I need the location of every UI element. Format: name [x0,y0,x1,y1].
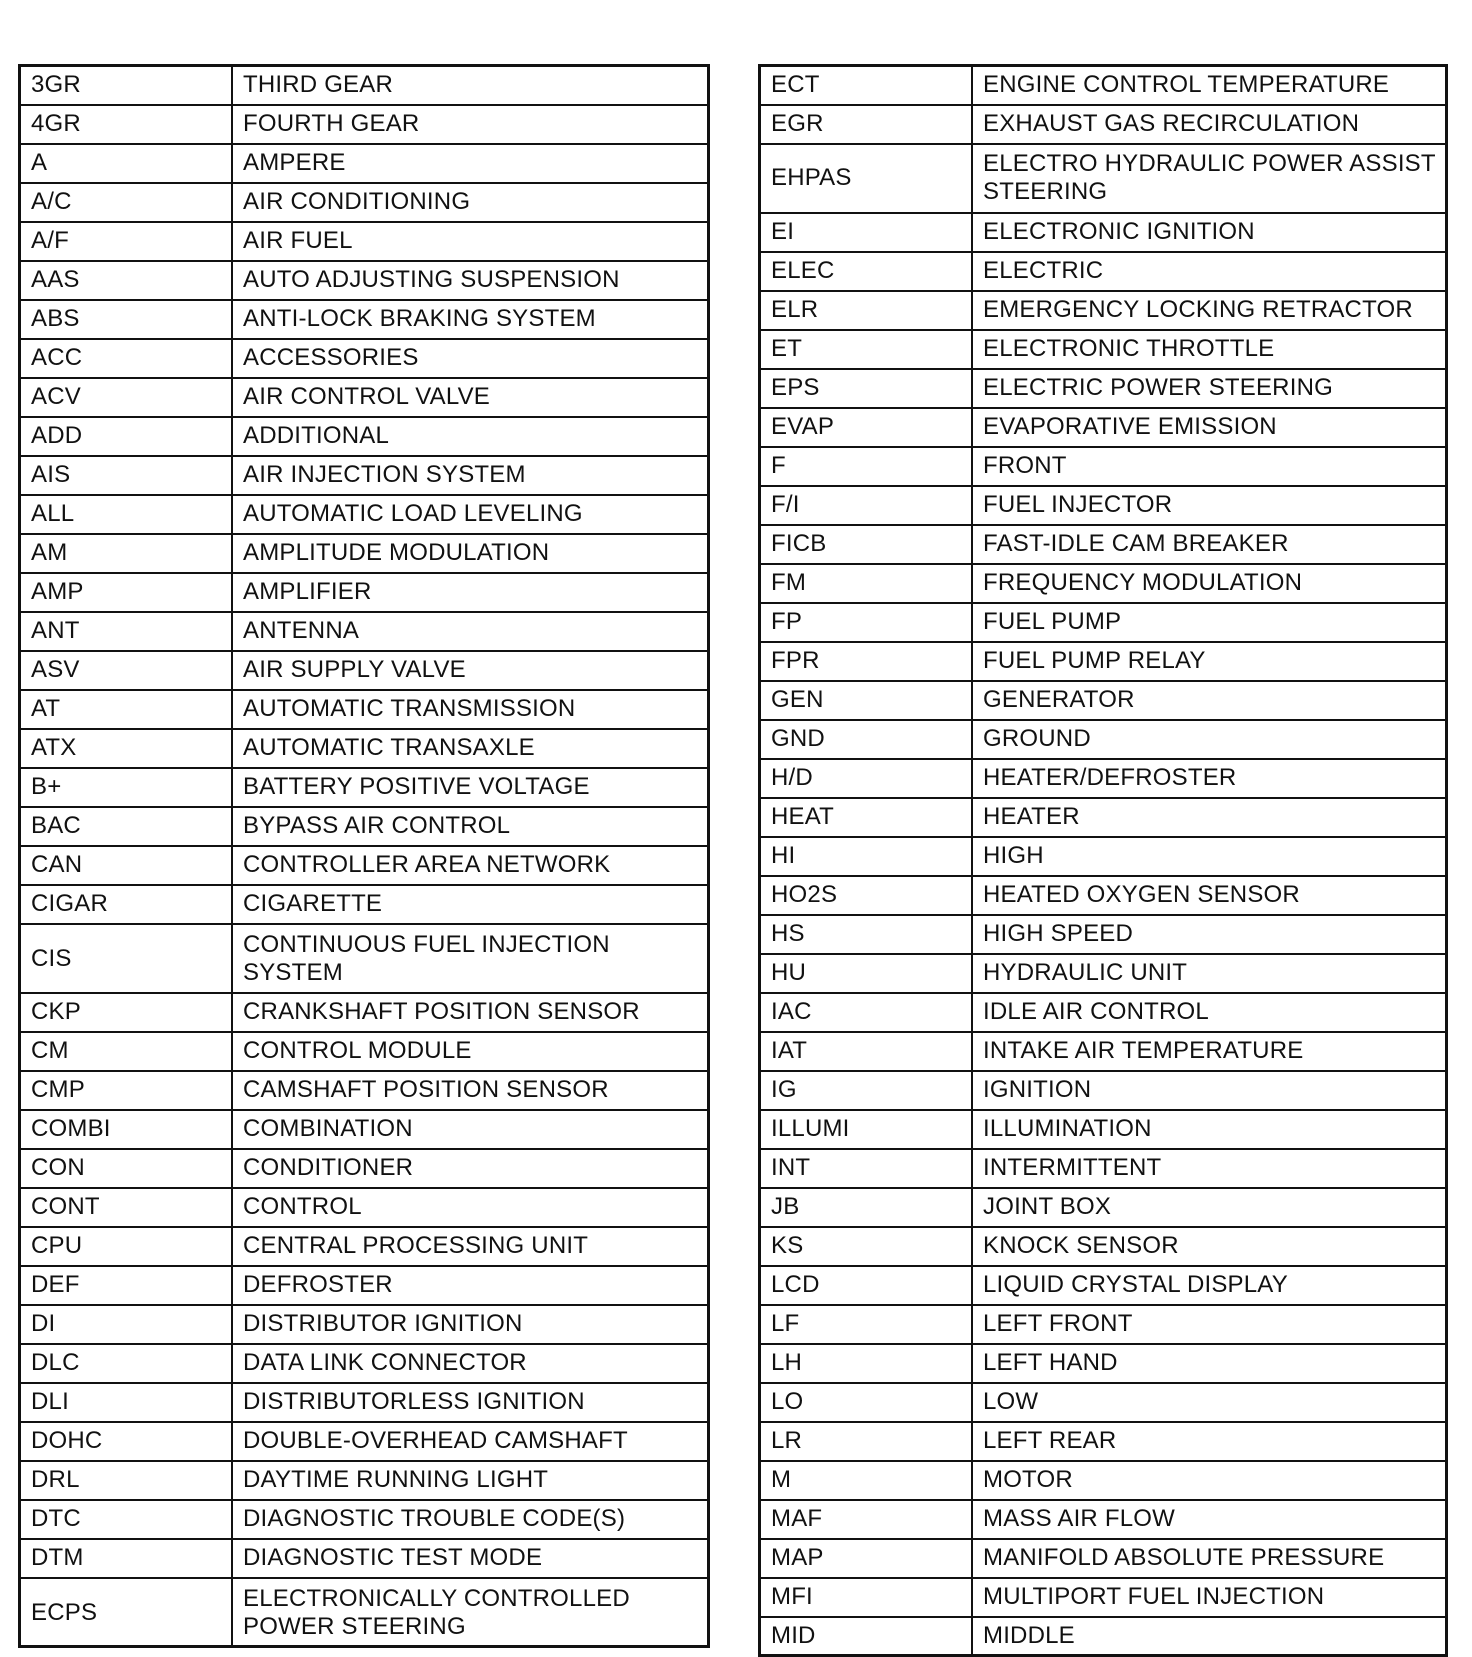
meaning-cell: DOUBLE-OVERHEAD CAMSHAFT [232,1422,709,1461]
table-row [20,1461,709,1500]
meaning-cell: HIGH SPEED [972,915,1447,954]
abbreviation-cell: AM [20,534,233,573]
abbreviation-cell: IG [760,1071,973,1110]
table-row [20,144,709,183]
abbreviation-cell: KS [760,1227,973,1266]
table-row [760,213,1447,252]
abbreviation-cell: B+ [20,768,233,807]
table-row [760,447,1447,486]
abbreviation-table-left [18,64,710,1648]
abbreviation-cell: ADD [20,417,233,456]
meaning-cell: AIR FUEL [232,222,709,261]
table-row [20,1500,709,1539]
abbreviation-cell: H/D [760,759,973,798]
table-row [760,1227,1447,1266]
table-row [20,222,709,261]
table-row [20,339,709,378]
meaning-cell: FAST-IDLE CAM BREAKER [972,525,1447,564]
table-row [20,846,709,885]
abbreviation-cell: ANT [20,612,233,651]
meaning-cell: ELECTRONICALLY CONTROLLED POWER STEERING [232,1578,709,1647]
meaning-cell: GROUND [972,720,1447,759]
abbreviation-cell: HI [760,837,973,876]
meaning-cell: AIR SUPPLY VALVE [232,651,709,690]
meaning-cell: CAMSHAFT POSITION SENSOR [232,1071,709,1110]
abbreviation-cell: ACC [20,339,233,378]
meaning-cell: FUEL INJECTOR [972,486,1447,525]
table-row [20,993,709,1032]
table-row [760,1461,1447,1500]
meaning-cell: MOTOR [972,1461,1447,1500]
abbreviation-cell: LF [760,1305,973,1344]
table-row [760,915,1447,954]
table-row [760,486,1447,525]
abbreviation-cell: HEAT [760,798,973,837]
table-row [20,1305,709,1344]
meaning-cell: AUTOMATIC LOAD LEVELING [232,495,709,534]
table-row [760,1344,1447,1383]
table-row [20,105,709,144]
meaning-cell: DISTRIBUTORLESS IGNITION [232,1383,709,1422]
table-row [20,1578,709,1647]
table-row [760,642,1447,681]
abbreviation-cell: CIS [20,924,233,993]
abbreviation-cell: IAT [760,1032,973,1071]
table-row [20,651,709,690]
abbreviation-cell: 3GR [20,66,233,105]
meaning-cell: FOURTH GEAR [232,105,709,144]
meaning-cell: DISTRIBUTOR IGNITION [232,1305,709,1344]
meaning-cell: LEFT REAR [972,1422,1447,1461]
table-row [20,768,709,807]
abbreviation-cell: CPU [20,1227,233,1266]
abbreviation-cell: MAP [760,1539,973,1578]
abbreviation-table-right [758,64,1448,1657]
table-row [20,417,709,456]
abbreviation-cell: CONT [20,1188,233,1227]
meaning-cell: COMBINATION [232,1110,709,1149]
table-row [20,534,709,573]
meaning-cell: ILLUMINATION [972,1110,1447,1149]
meaning-cell: LIQUID CRYSTAL DISPLAY [972,1266,1447,1305]
table-row [760,408,1447,447]
abbreviation-cell: ATX [20,729,233,768]
meaning-cell: KNOCK SENSOR [972,1227,1447,1266]
abbreviation-cell: DEF [20,1266,233,1305]
abbreviation-cell: CMP [20,1071,233,1110]
abbreviation-cell: HU [760,954,973,993]
abbreviation-cell: 4GR [20,105,233,144]
table-row [760,1071,1447,1110]
meaning-cell: LEFT HAND [972,1344,1447,1383]
table-row [20,1383,709,1422]
meaning-cell: FUEL PUMP RELAY [972,642,1447,681]
meaning-cell: HYDRAULIC UNIT [972,954,1447,993]
table-row [20,885,709,924]
meaning-cell: LEFT FRONT [972,1305,1447,1344]
abbreviation-cell: AT [20,690,233,729]
abbreviation-cell: MAF [760,1500,973,1539]
abbreviation-cell: LR [760,1422,973,1461]
meaning-cell: HEATED OXYGEN SENSOR [972,876,1447,915]
meaning-cell: IGNITION [972,1071,1447,1110]
abbreviation-cell: CIGAR [20,885,233,924]
table-row [760,1500,1447,1539]
abbreviation-cell: DI [20,1305,233,1344]
abbreviation-cell: HS [760,915,973,954]
abbreviation-cell: DOHC [20,1422,233,1461]
table-row [20,1422,709,1461]
meaning-cell: ELECTRONIC IGNITION [972,213,1447,252]
abbreviation-cell: DLI [20,1383,233,1422]
meaning-cell: GENERATOR [972,681,1447,720]
abbreviation-cell: A/F [20,222,233,261]
meaning-cell: DIAGNOSTIC TROUBLE CODE(S) [232,1500,709,1539]
meaning-cell: AUTOMATIC TRANSAXLE [232,729,709,768]
table-row [20,300,709,339]
table-row [760,1305,1447,1344]
table-row [20,690,709,729]
meaning-cell: FUEL PUMP [972,603,1447,642]
table-row [20,612,709,651]
meaning-cell: MULTIPORT FUEL INJECTION [972,1578,1447,1617]
abbreviation-cell: GND [760,720,973,759]
table-row [20,378,709,417]
meaning-cell: DATA LINK CONNECTOR [232,1344,709,1383]
table-row [760,252,1447,291]
meaning-cell: DIAGNOSTIC TEST MODE [232,1539,709,1578]
meaning-cell: MASS AIR FLOW [972,1500,1447,1539]
table-row [760,1266,1447,1305]
table-row [20,1110,709,1149]
table-row [760,525,1447,564]
meaning-cell: CONTINUOUS FUEL INJECTION SYSTEM [232,924,709,993]
meaning-cell: AIR CONDITIONING [232,183,709,222]
table-row [20,1188,709,1227]
meaning-cell: EVAPORATIVE EMISSION [972,408,1447,447]
meaning-cell: FRONT [972,447,1447,486]
meaning-cell: EMERGENCY LOCKING RETRACTOR [972,291,1447,330]
meaning-cell: MIDDLE [972,1617,1447,1656]
meaning-cell: DAYTIME RUNNING LIGHT [232,1461,709,1500]
table-row [760,1539,1447,1578]
table-row [760,759,1447,798]
abbreviation-cell: F [760,447,973,486]
abbreviation-cell: EGR [760,105,973,144]
meaning-cell: THIRD GEAR [232,66,709,105]
meaning-cell: AUTOMATIC TRANSMISSION [232,690,709,729]
meaning-cell: ANTI-LOCK BRAKING SYSTEM [232,300,709,339]
meaning-cell: HIGH [972,837,1447,876]
abbreviation-cell: M [760,1461,973,1500]
abbreviation-cell: ECT [760,66,973,105]
table-row [760,837,1447,876]
abbreviation-cell: MID [760,1617,973,1656]
table-row [760,1032,1447,1071]
abbreviation-cell: AMP [20,573,233,612]
table-row [20,1539,709,1578]
abbreviation-cell: ET [760,330,973,369]
table-row [760,369,1447,408]
abbreviation-cell: FPR [760,642,973,681]
table-row [20,1071,709,1110]
meaning-cell: ELECTRO HYDRAULIC POWER ASSIST STEERING [972,144,1447,213]
meaning-cell: ACCESSORIES [232,339,709,378]
abbreviation-cell: HO2S [760,876,973,915]
meaning-cell: ELECTRIC [972,252,1447,291]
meaning-cell: CONTROL MODULE [232,1032,709,1071]
abbreviation-cell: JB [760,1188,973,1227]
table-row [760,993,1447,1032]
meaning-cell: INTAKE AIR TEMPERATURE [972,1032,1447,1071]
table-row [760,66,1447,105]
meaning-cell: AIR INJECTION SYSTEM [232,456,709,495]
table-row [760,1578,1447,1617]
abbreviation-cell: LO [760,1383,973,1422]
abbreviation-cell: INT [760,1149,973,1188]
abbreviation-cell: CKP [20,993,233,1032]
meaning-cell: AMPLITUDE MODULATION [232,534,709,573]
meaning-cell: AIR CONTROL VALVE [232,378,709,417]
table-row [20,1032,709,1071]
meaning-cell: IDLE AIR CONTROL [972,993,1447,1032]
abbreviation-cell: EPS [760,369,973,408]
meaning-cell: JOINT BOX [972,1188,1447,1227]
abbreviation-cell: EI [760,213,973,252]
meaning-cell: CIGARETTE [232,885,709,924]
table-row [20,66,709,105]
abbreviation-cell: DTC [20,1500,233,1539]
meaning-cell: CENTRAL PROCESSING UNIT [232,1227,709,1266]
table-row [760,798,1447,837]
meaning-cell: HEATER/DEFROSTER [972,759,1447,798]
table-row [760,954,1447,993]
table-row [760,1422,1447,1461]
meaning-cell: BYPASS AIR CONTROL [232,807,709,846]
abbreviation-cell: CON [20,1149,233,1188]
meaning-cell: LOW [972,1383,1447,1422]
table-row [20,1227,709,1266]
meaning-cell: MANIFOLD ABSOLUTE PRESSURE [972,1539,1447,1578]
abbreviation-cell: IAC [760,993,973,1032]
table-row [20,261,709,300]
abbreviation-cell: F/I [760,486,973,525]
meaning-cell: ADDITIONAL [232,417,709,456]
table-row [760,1110,1447,1149]
table-row [760,105,1447,144]
table-row [20,1149,709,1188]
abbreviation-cell: DRL [20,1461,233,1500]
meaning-cell: CONTROL [232,1188,709,1227]
table-row [760,720,1447,759]
table-row [760,1188,1447,1227]
table-row [760,291,1447,330]
abbreviation-cell: GEN [760,681,973,720]
table-row [20,1266,709,1305]
abbreviation-cell: ABS [20,300,233,339]
abbreviation-cell: AIS [20,456,233,495]
abbreviation-cell: ILLUMI [760,1110,973,1149]
table-row [760,564,1447,603]
abbreviation-cell: COMBI [20,1110,233,1149]
abbreviation-cell: CAN [20,846,233,885]
abbreviation-cell: LCD [760,1266,973,1305]
abbreviation-cell: BAC [20,807,233,846]
abbreviation-cell: LH [760,1344,973,1383]
meaning-cell: DEFROSTER [232,1266,709,1305]
abbreviation-cell: FP [760,603,973,642]
abbreviation-cell: EVAP [760,408,973,447]
meaning-cell: AUTO ADJUSTING SUSPENSION [232,261,709,300]
abbreviation-cell: MFI [760,1578,973,1617]
meaning-cell: ELECTRIC POWER STEERING [972,369,1447,408]
meaning-cell: FREQUENCY MODULATION [972,564,1447,603]
table-row [20,573,709,612]
table-row [20,456,709,495]
abbreviation-cell: ASV [20,651,233,690]
abbreviation-cell: FICB [760,525,973,564]
abbreviation-cell: A/C [20,183,233,222]
abbreviation-cell: ALL [20,495,233,534]
table-row [760,1383,1447,1422]
table-row [760,603,1447,642]
table-row [760,1149,1447,1188]
abbreviation-cell: DLC [20,1344,233,1383]
meaning-cell: CONTROLLER AREA NETWORK [232,846,709,885]
meaning-cell: CONDITIONER [232,1149,709,1188]
meaning-cell: HEATER [972,798,1447,837]
abbreviation-cell: FM [760,564,973,603]
abbreviation-cell: ACV [20,378,233,417]
meaning-cell: CRANKSHAFT POSITION SENSOR [232,993,709,1032]
table-row [760,1617,1447,1656]
meaning-cell: INTERMITTENT [972,1149,1447,1188]
table-row [20,1344,709,1383]
abbreviation-cell: ELR [760,291,973,330]
abbreviation-cell: EHPAS [760,144,973,213]
table-row [20,807,709,846]
abbreviation-cell: CM [20,1032,233,1071]
table-row [20,924,709,993]
table-row [20,729,709,768]
abbreviation-cell: ELEC [760,252,973,291]
meaning-cell: EXHAUST GAS RECIRCULATION [972,105,1447,144]
abbreviation-cell: AAS [20,261,233,300]
meaning-cell: ENGINE CONTROL TEMPERATURE [972,66,1447,105]
table-row [760,681,1447,720]
table-row [760,144,1447,213]
meaning-cell: AMPERE [232,144,709,183]
table-row [20,495,709,534]
table-row [760,330,1447,369]
meaning-cell: BATTERY POSITIVE VOLTAGE [232,768,709,807]
meaning-cell: ELECTRONIC THROTTLE [972,330,1447,369]
table-row [760,876,1447,915]
meaning-cell: AMPLIFIER [232,573,709,612]
abbreviation-cell: DTM [20,1539,233,1578]
meaning-cell: ANTENNA [232,612,709,651]
abbreviation-cell: A [20,144,233,183]
table-row [20,183,709,222]
abbreviation-cell: ECPS [20,1578,233,1647]
